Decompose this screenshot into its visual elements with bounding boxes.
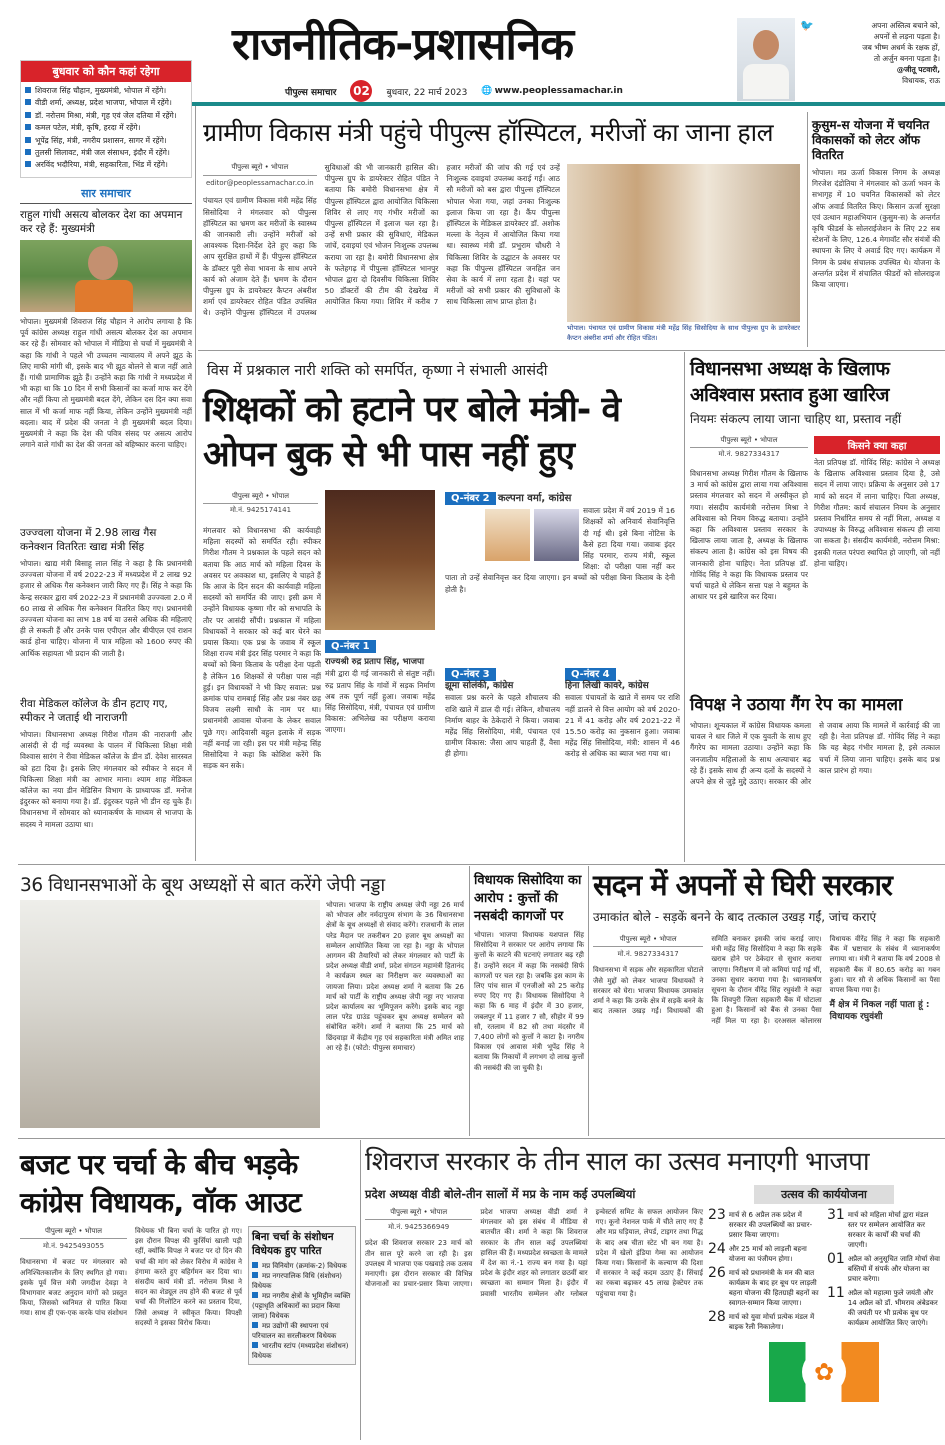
plan-item: 11 अप्रैल को महात्मा फुले जयंती और 14 अप्रैल को डॉ. भीमराव अंबेडकर की जयंती पर भी प्रत्येक बूथ पर कार्यक्रम आयोजित किए जाएंगे।	[827, 1285, 938, 1327]
news-brief-2	[20, 526, 192, 670]
budget-byline-box	[20, 1226, 127, 1251]
globe-icon: 🌐	[481, 86, 493, 96]
schedule-item: वीडी शर्मा, अध्यक्ष, प्रदेश भाजपा, भोपाल में रहेंगे।	[25, 97, 187, 109]
tweet-author: @जीतू पटवारी,	[896, 65, 940, 74]
tweet-role: विधायक, राऊ	[902, 76, 940, 85]
plan-item: 26 मार्च को प्रधानमंत्री के मन की बात कार्यक्रम के बाद हर बूथ पर लाड़ली बहना योजना की हितग्राही बहनों का स्वागत-सम्मान किया जाएगा।	[708, 1265, 819, 1307]
byline: पीपुल्स ब्यूरो • भोपाल	[593, 934, 703, 947]
sadan-subhead: मैं क्षेत्र में निकल नहीं पाता हूं : विधायक रघुवंशी	[829, 1000, 930, 1023]
sadan-byline-box	[593, 934, 703, 959]
column-divider	[469, 866, 470, 1136]
lead-byline-box	[203, 492, 318, 521]
phone: मो.नं. 9425493055	[42, 1242, 105, 1251]
plan-item: 28 मार्च को युवा मोर्चा प्रत्येक मंडल में बाइक रैली निकालेगा।	[708, 1309, 815, 1331]
budget-headline: बजट पर चर्चा के बीच भड़के कांग्रेस विधायक, वॉक आउट	[20, 1148, 302, 1219]
section-rule	[198, 350, 945, 351]
byline: पीपुल्स ब्यूरो • भोपाल	[203, 492, 318, 504]
minister-hospital-photo	[567, 164, 800, 322]
gang-headline: विपक्ष ने उठाया गैंग रेप का मामला	[690, 695, 903, 715]
q3-block	[445, 668, 560, 858]
article-text: विधानसभा में सड़क और सहकारिता घोटाले जैसे मुद्दों को लेकर भाजपा विधायकों ने सरकार को घेरा। भाजपा विधायक उमाकांत शर्मा ने कहा कि उनके क्षेत्र में सड़कें बनने के बाद तत्काल उखड़ गईं। विधायकों की समिति बनाकर इसकी जांच कराई जाए। मंत्री महेंद्र सिंह सिसोदिया ने कहा कि सड़कें खराब होने पर ठेकेदार से सुधार कराया जाएगा। निरीक्षण में जो कमियां पाई गई थीं, उनका सुधार कराया गया है। ध्यानाकर्षण सूचना के दौरान वीरेंद्र सिंह रघुवंशी ने कहा कि शिवपुरी जिला सहकारी बैंक में घोटाला हुआ है। किसानों को बैंक से उनका पैसा नहीं मिल पा रहा है। दरअसल कोलारस विधायक वीरेंद्र सिंह ने कहा कि सहकारी बैंक में भ्रष्टाचार के संबंध में ध्यानाकर्षण लगाया था। मंत्री ने बताया कि वर्ष 2008 से सहकारी बैंक में 80.65 करोड़ का गबन हुआ। चार सौ से अधिक किसानों का पैसा वापस किया गया है।	[593, 935, 940, 1025]
column-divider	[360, 1140, 361, 1440]
phone: मो.नं. 9425366949	[388, 1223, 450, 1232]
masthead-rule	[192, 102, 945, 106]
q1-text: मंत्री द्वारा दी गई जानकारी से संतुष्ट नहीं। रुद्र प्रताप सिंह के गांवों में सड़क निर्माण अब तक पूर्ण नहीं हुआ। जवाबः महेंद्र सिंह सिसोदिया, मंत्री, पंचायत एवं ग्रामीण विकास: अभिलेख का परीक्षण कराया जाएगा।	[325, 669, 435, 735]
plan-item: 23 मार्च से 6 अप्रैल तक प्रदेश में सरकार की उपलब्धियों का प्रचार-प्रसार किया जाएगा।	[708, 1207, 813, 1239]
brief-body: भोपाल। विधानसभा अध्यक्ष गिरीश गौतम की नाराजगी और आसंदी से दी गई व्यवस्था के पालन में चिकित्सा शिक्षा मंत्री विश्वास सारंग ने रीवा मेडिकल कॉलेज के डीन डॉ. देवेश सारस्वत को हटा दिया है। इसके लिए मंगलवार को स्पीकर ने सदन में चिकित्सा शिक्षा मंत्री का आभार माना। श्याम शाह मेडिकल कॉलेज का नया डीन मेडिसिन विभाग के प्राध्यापक डॉ. मनोज इंदुरकर को बनाया गया है। डॉ. इंदुरकर पहले भी डीन रह चुके हैं। विधानसभा में सोमवार को ध्यानाकर्षण के माध्यम से भाजपा के सदस्य ने मामला उठाया था।	[20, 730, 192, 829]
tweet-line: तो अर्जुन बनना पड़ता है।	[873, 54, 940, 63]
folio	[285, 80, 623, 102]
q3-text: सवालः प्रश्न करने के पहले शौचालय की राशि खाते में डाल दी गई। लेकिन, शौचालय निर्माण बाहर के ठेकेदारों ने किया। जवाबः महेंद्र सिंह सिसोदिया, मंत्री, पंचायत एवं ग्रामीण विकास: जैसा आप चाहती हैं, वैसा ही होगा।	[445, 693, 560, 759]
q2-text: सवालः प्रदेश में वर्ष 2019 में 16 शिक्षकों को अनिवार्य सेवानिवृत्ति दी गई थी। इसे बिना नोटिस के कैसे हटा दिया गया। जवाबः इंदर सिंह परमार, राज्य मंत्री, स्कूल शिक्षा: दो परीक्षा पास नहीं कर पाता तो उन्हें सेवानिवृत्त कर दिया जाएगा। इन बच्चों को परीक्षा बिना किताब के देनी होती है।	[445, 506, 675, 594]
schedule-item: अरविंद भदौरिया, मंत्री, सहकारिता, भिंड में रहेंगे।	[25, 159, 187, 171]
kusum-article	[812, 118, 940, 337]
bill-item: मप्र विनियोग (क्रमांक-2) विधेयक	[252, 1261, 352, 1271]
q1-name: राज्यश्री रुद्र प्रताप सिंह, भाजपा	[325, 657, 425, 668]
chief-minister-photo	[20, 240, 192, 312]
section-title: राजनीतिक-प्रशासनिक	[232, 19, 574, 70]
schedule-item: शिवराज सिंह चौहान, मुख्यमंत्री, भोपाल में रहेंगे।	[25, 85, 187, 97]
speaker-deck: नियमः संकल्प लाया जाना चाहिए था, प्रस्ताव नहीं	[690, 412, 902, 426]
brief-body: भोपाल। मुख्यमंत्री शिवराज सिंह चौहान ने आरोप लगाया है कि पूर्व कांग्रेस अध्यक्ष राहुल गांधी असत्य बोलकर देश का अपमान कर रहे हैं। सोमवार को भोपाल में मीडिया से चर्चा में मुख्यमंत्री ने कहा कि गांधी ने पहले भी उच्चतम न्यायालय में अपने झूठ के लिए माफी मांगी थी, इसके बाद भी झूठ बोलने से बाज नहीं आते हैं। गांधी प्रामाणिक झूठे हैं। उन्होंने कहा कि गांधी ने मध्यप्रदेश में भी कहा था कि 10 दिन में सभी किसानों का कर्जा माफ कर देंगे और नहीं किया तो मुख्यमंत्री बदल देंगे, लेकिन दस दिन क्या सवा साल में भी कर्जा माफ नहीं किया, लेकिन उन्होंने मुख्यमंत्री नहीं बदला। बाद में प्रदेश की जनता ने ही मुख्यमंत्री बदल दिया। मुख्यमंत्री ने कहा कि देश की पवित्र संसद पर असत्य आरोप लगाने वाले गांधी का देश की जनता को बहिष्कार करना चाहिए।	[20, 317, 192, 450]
tweet-author-photo	[737, 18, 795, 101]
speaker-headline: विधानसभा अध्यक्ष के खिलाफ अविश्वास प्रस्ताव हुआ खारिज	[690, 358, 890, 406]
bills-box	[248, 1226, 356, 1365]
sar-samachar-label: सार समाचार	[20, 186, 192, 204]
action-plan-box	[708, 1185, 940, 1402]
nadda-event-photo	[20, 900, 320, 1128]
byline: पीपुल्स ब्यूरो • भोपाल	[690, 436, 808, 448]
byline: पीपुल्स ब्यूरो • भोपाल	[203, 162, 317, 176]
email: editor@peoplessamachar.co.in	[205, 179, 314, 188]
photo-caption: भोपाल। पंचायत एवं ग्रामीण विकास मंत्री महेंद्र सिंह सिसोदिया के साथ पीपुल्स ग्रुप के डायरेक्टर कैप्टन अंबरीश शर्मा और रोहित पंडित।	[567, 324, 800, 342]
schedule-item: डॉ. नरोत्तम मिश्रा, मंत्री, गृह एवं जेल दतिया में रहेंगे।	[25, 110, 187, 122]
q4-text: सवालः पंचायतों के खाते में समय पर राशि नहीं डालने से वित्त आयोग को वर्ष 2020-21 में 41 करोड़ और वर्ष 2021-22 में 15.50 करोड़ का नुकसान हुआ। जवाबः महेंद्र सिंह सिसोदिया, मंत्री: शासन में 46 करोड़ से अधिक का ब्याज भरा गया था।	[565, 693, 680, 759]
kusum-body: भोपाल। मप्र ऊर्जा विकास निगम के अध्यक्ष गिरजेश दंडोतिया ने मंगलवार को ऊर्जा भवन के सभागृह में 10 चयनित विकासकों को लेटर ऑफ अवार्ड वितरित किए। किसान ऊर्जा सुरक्षा एवं उत्थान महाअभियान (कुसुम-स) के अन्तर्गत कृषि फीडर्स के सोलराईजेशन के लिए 22 सब स्टेशनों के लिए, 126.4 मेगावॉट सौर संयंत्रों की स्थापना के लिए ये अवार्ड दिए गए। कार्यक्रम में निगम के प्रबंध संचालक उपस्थित थे। योजना के अन्तर्गत प्रदेश में संचालित फीडरों को सोलराइज किया जाएगा।	[812, 168, 940, 290]
lotus-icon: ✿	[802, 1350, 846, 1394]
top-article	[203, 162, 560, 342]
brief-headline: रीवा मेडिकल कॉलेज के डीन हटाए गए, स्पीकर ने जताई थी नाराजगी	[20, 698, 168, 724]
utsav-byline-box	[365, 1207, 472, 1232]
q4-label: Q-नंबर 4	[565, 668, 616, 681]
sadan-deck: उमाकांत बोले - सड़कें बनने के बाद तत्काल उखड़ गईं, जांच कराएं	[593, 910, 877, 925]
gang-body: भोपाल। शून्यकाल में कांग्रेस विधायक कमला चावल ने धार जिले में एक युवती के साथ हुए गैंगरेप का मामला उठाया। उन्होंने कहा कि जनजातीय महिलाओं के साथ अत्याचार बढ़ रहे हैं। इसके साथ ही अन्य दलों के सदस्यों ने अपने क्षेत्र से जुड़े मुद्दे उठाए। सरकार की ओर से जवाब आया कि मामले में कार्रवाई की जा रही है। नेता प्रतिपक्ष डॉ. गोविंद सिंह ने कहा कि यह बेहद गंभीर मामला है, इसे तत्काल चर्चा में लिया जाना चाहिए। इसके बाद प्रश्न काल प्रारंभ हो गया।	[690, 721, 940, 787]
tweet-line: अपना अस्तित्व बचाने को,	[871, 21, 940, 30]
phone: मो.नं. 9425174141	[229, 506, 292, 514]
bill-item: मप्र उद्योगों की स्थापना एवं परिचालन का सरलीकरण विधेयक	[252, 1321, 352, 1341]
schedule-title: बुधवार को कौन कहां रहेगा	[21, 61, 191, 82]
sisodia-article	[474, 872, 584, 1073]
utsav-body	[365, 1207, 703, 1299]
column-divider	[684, 352, 685, 862]
date: बुधवार, 22 मार्च 2023	[386, 87, 468, 98]
sadan-headline: सदन में अपनों से घिरी सरकार	[593, 868, 892, 902]
q2-label: Q-नंबर 2	[445, 492, 496, 505]
speaker-byline-box	[690, 436, 808, 465]
schedule-item: कमल पटेल, मंत्री, कृषि, हरदा में रहेंगे।	[25, 122, 187, 134]
bills-title: बिना चर्चा के संशोधन विधेयक हुए पारित	[252, 1231, 334, 1257]
website-link[interactable]: www.peoplessamachar.in	[494, 86, 623, 96]
schedule-item: तुलसी सिलावट, मंत्री जल संसाधन, इंदौर में रहेंगे।	[25, 147, 187, 159]
brief-headline: राहुल गांधी असत्य बोलकर देश का अपमान कर रहे हैं: मुख्यमंत्री	[20, 209, 183, 235]
bill-item: मप्र नगरपालिक विधि (संशोधन) विधेयक	[252, 1271, 352, 1291]
utsav-deck: प्रदेश अध्यक्ष वीडी बोले-तीन सालों में मप्र के नाम कई उपलब्धियां	[365, 1187, 636, 1201]
schedule-item: भूपेंद्र सिंह, मंत्री, नगरीय प्रशासन, सागर में रहेंगे।	[25, 135, 187, 147]
who-said-body: नेता प्रतिपक्ष डॉ. गोविंद सिंह: कांग्रेस ने अध्यक्ष के खिलाफ अविश्वास प्रस्ताव दिया है, उसे सदन में लाया जाए। प्रक्रिया के अनुसार उसे 17 मार्च को सदन में लाना चाहिए। पिता अध्यक्ष, गिरीश गौतम: कार्य संचालन नियम के अनुसार प्रस्ताव निर्धारित समय से नहीं मिला, अध्यक्ष व उपाध्यक्ष के विरुद्ध अविश्वास संकल्प ही लाया जा सकता है। संसदीय कार्यमंत्री, नरोत्तम मिश्रा: इसकी गलत परंपरा स्थापित हो जाएगी, जो नहीं होना चाहिए।	[814, 458, 940, 568]
who-said-box	[814, 436, 940, 697]
q2-block	[445, 492, 675, 662]
inder-singh-parmar-photo	[534, 509, 579, 561]
section-rule	[18, 864, 945, 865]
kalpana-verma-photo	[485, 509, 530, 561]
byline: पीपुल्स ब्यूरो • भोपाल	[20, 1226, 127, 1239]
news-brief-1	[20, 208, 192, 538]
bill-item: मप्र नगरीय क्षेत्रों के भूमिहीन व्यक्ति (पट्टाधृति अधिकारों का प्रदान किया जाना) विधेयक	[252, 1292, 351, 1320]
q1-label: Q-नंबर 1	[325, 640, 376, 653]
speaker-article	[690, 356, 940, 433]
tweet-box	[800, 20, 940, 86]
sadan-article	[593, 870, 940, 929]
news-brief-3	[20, 697, 192, 853]
assembly-photo	[325, 490, 435, 630]
section-rule	[18, 1138, 945, 1139]
budget-body	[20, 1226, 242, 1328]
brief-headline: उज्ज्वला योजना में 2.98 लाख गैस कनेक्शन वितरितः खाद्य मंत्री सिंह	[20, 527, 157, 553]
plan-item: 31 मार्च को महिला मोर्चा द्वारा मंडल स्तर पर सम्मेलन आयोजित कर सरकार के कार्यों की चर्चा की जाएगी।	[827, 1207, 929, 1249]
q3-name: झूमा सोलंकी, कांग्रेस	[445, 681, 514, 692]
tweet-line: अपनों से लड़ना पड़ता है।	[873, 32, 940, 41]
q2-name: कल्पना वर्मा, कांग्रेस	[498, 493, 572, 504]
twitter-icon: 🐦	[800, 19, 814, 32]
article-text: भोपाल। भाजपा के राष्ट्रीय अध्यक्ष जेपी नड्डा 26 मार्च को भोपाल और नर्मदापुरम संभाग के 36 विधानसभा क्षेत्रों के बूथ अध्यक्षों से संवाद करेंगे। राजधानी के लाल परेड मैदान पर तकरीबन 20 हजार बूथ अध्यक्षों का सम्मेलन आयोजित किया जा रहा है। नड्डा के भोपाल आगमन की तैयारियों को लेकर मंगलवार को पार्टी के प्रदेश अध्यक्ष वीडी शर्मा, प्रदेश संगठन महामंत्री हितानंद ने कार्यक्रम स्थल का निरीक्षण कर व्यवस्थाओं का जायजा लिया। प्रदेश अध्यक्ष शर्मा ने बताया कि 26 मार्च को पार्टी के राष्ट्रीय अध्यक्ष जेपी नड्डा नए भाजपा प्रदेश कार्यालय का भूमिपूजन करेंगे। इसके बाद नड्डा लाल परेड ग्राउंड पहुंचकर बूथ अध्यक्ष सम्मेलन को संबोधित करेंगे। शर्मा ने बताया कि 25 मार्च को छिंदवाड़ा में केंद्रीय गृह एवं सहकारिता मंत्री अमित शाह आ रहे हैं।	[326, 901, 464, 1052]
top-body	[203, 162, 560, 342]
sisodia-body: भोपाल। भाजपा विधायक यशपाल सिंह सिसोदिया ने सरकार पर आरोप लगाया कि कुत्तों के काटने की घटनाएं लगातार बढ़ रही हैं। उन्होंने सदन में कहा कि नसबंदी सिर्फ कागजों पर चल रहा है। जबकि इस काम के लिए पांच साल में एनजीओ को 25 करोड़ रुपए दिए गए हैं। विधायक सिसोदिया ने कहा कि 6 माह में इंदौर में 30 हजार, जबलपुर में 11 हजार 7 सौ, सीहोर में 99 सौ, रतलाम में 82 सौ तथा मंदसौर में 7,400 लोगों को कुत्तों ने काटा है। नगरीय विकास एवं आवास मंत्री भूपेंद्र सिंह ने बताया कि निकायों में लगभग दो लाख कुत्तों की नसबंदी की जा चुकी है।	[474, 931, 584, 1072]
kusum-headline: कुसुम-स योजना में चयनित विकासकों को लेटर ऑफ वितरित	[812, 118, 930, 162]
sisodia-headline: विधायक सिसोदिया का आरोप : कुत्तों की नसबंदी कागजों पर	[474, 873, 582, 924]
lead-body: मंगलवार को विधानसभा की कार्यवाही महिला सदस्यों को समर्पित रही। स्पीकर गिरीश गौतम ने प्रश्नकाल के पहले सदन को बताया कि आठ मार्च को महिला दिवस के अवसर पर अवकाश था, इसलिए ये चाहते हैं कि आज के दिन सदन की कार्यवाही महिला सदस्यों को समर्पित की जाए। इसी क्रम में उन्होंने विधायक कृष्णा गौर को सभापति के तौर पर आसंदी सौंपी। प्रश्नकाल में महिला विधायकों ने सरकार को कई बार घेरने का प्रयास किया। एक प्रश्न के जवाब में स्कूल शिक्षा राज्य मंत्री इंदर सिंह परमार ने कहा कि बच्चों को बिना किताब के परीक्षा देना पड़ती है लेकिन 16 शिक्षकों से परीक्षा पास नहीं हुई। इन विधायकों ने भी किए सवाल: प्रश्न क्रमांक पांच रामबाई सिंह और प्रश्न नंबर छह विजय लक्ष्मी साधौ के नाम पर था। प्रधानमंत्री आवास योजना के लेकर सवाल पूछे गए। आदिवासी बहुल इलाके में सड़क नहीं बनाई जा रही। इस पर मंत्री महेन्द्र सिंह सिसोदिया ने कहा कि कोशिश करेंगे कि सड़क बन सके।	[203, 526, 321, 771]
column-divider	[195, 106, 196, 861]
top-headline: ग्रामीण विकास मंत्री पहुंचे पीपुल्स हॉस्पिटल, मरीजों का जाना हाल	[203, 118, 774, 147]
byline: पीपुल्स ब्यूरो • भोपाल	[365, 1207, 472, 1220]
tweet-line: जब भीष्म अधर्म के रक्षक हों,	[862, 43, 940, 52]
bill-item: भारतीय स्टांप (मध्यप्रदेश संशोधन) विधेयक	[252, 1341, 352, 1361]
lead-headline: शिक्षकों को हटाने पर बोले मंत्री- वे ओपन बुक से भी पास नहीं हुए	[203, 390, 620, 475]
nadda-body	[326, 900, 464, 1053]
article-text: विधानसभा में बजट पर मंगलवार को अनिश्चितकालीन के लिए स्थगित हो गया। इसके पूर्व वित्त मंत्री जगदीश देवड़ा ने विभागवार बजट अनुदान मांगों को प्रस्तुत किया, जिसको ध्वनिमत से पारित किया गया। साथ ही एक-एक करके पांच संशोधन विधेयक भी बिना चर्चा के पारित हो गए। इस दौरान विपक्ष की कुर्सियां खाली पड़ी रहीं, क्योंकि विपक्ष ने बजट पर दो दिन की चर्चा की मांग को लेकर विरोध में कांग्रेस ने हंगामा करते हुए बहिर्गमन कर दिया था। संसदीय कार्य मंत्री डॉ. नरोत्तम मिश्रा ने सदन का शेड्यूल तय होने की बजट से पूर्व चर्चा की गिलोटिन करने का प्रस्ताव दिया, जिसे अध्यक्ष ने स्वीकृत किया। विपक्षी सदस्यों ने इसका विरोध किया।	[20, 1227, 242, 1327]
phone: मो.नं. 9827334317	[718, 450, 780, 458]
phone: मो.नं. 9827334317	[617, 950, 679, 959]
q4-name: हिना लिखी कावरे, कांग्रेस	[565, 681, 649, 692]
who-said-title: किसने क्या कहा	[814, 436, 940, 454]
paper-name: पीपुल्स समाचार	[285, 87, 337, 98]
action-plan-title: उत्सव की कार्ययोजना	[754, 1185, 894, 1204]
brief-body: भोपाल। खाद्य मंत्री बिसाहू लाल सिंह ने कहा है कि प्रधानमंत्री उज्ज्वला योजना में वर्ष 2022-23 में मध्यप्रदेश में 2 लाख 92 हजार से अधिक गैस कनेक्शन जारी किए गए हैं। सिंह ने कहा कि केन्द्र सरकार द्वारा वर्ष 2022-23 में प्रधानमंत्री उज्ज्वला 2.0 में 60 लाख से अधिक गैस कनेक्शन वितरित किए गए। प्रधानमंत्री उज्ज्वला योजना का लाभ 18 वर्ष या उससे अधिक की महिलाएं ही ले सकती हैं और उनके पास एपीएल और बीपीएल एवं राशन कार्ड होना चाहिए। योजना में पात्र महिला को 1600 रुपए की आर्थिक सहायता भी प्रदान की जाती है।	[20, 559, 192, 658]
page-number: 02	[350, 80, 372, 102]
lead-kicker: विस में प्रश्नकाल नारी शक्ति को समर्पित, कृष्णा ने संभाली आसंदी	[207, 363, 548, 379]
q3-label: Q-नंबर 3	[445, 668, 496, 681]
speaker-body: विधानसभा अध्यक्ष गिरीश गौतम के खिलाफ 3 मार्च को कांग्रेस द्वारा लाया गया अविश्वास प्रस्ताव मंगलवार को सदन में अस्वीकृत हो गया। संसदीय कार्यमंत्री नरोत्तम मिश्रा ने अविश्वास को नियम विरुद्ध बताया। उन्होंने कहा कि अविश्वास प्रस्ताव सरकार के खिलाफ लाया जाता है, अध्यक्ष के खिलाफ संकल्प आता है। कांग्रेस को इस विषय की जानकारी होना चाहिए। नेता प्रतिपक्ष डॉ. गोविंद सिंह ने कहा कि विधायक प्रस्ताव पर चर्चा चाहते थे लेकिन सत्ता पक्ष ने बहुमत के आधार पर इसे खारिज कर दिया।	[690, 469, 808, 602]
schedule-box	[20, 60, 192, 178]
lead-body-2	[325, 640, 435, 860]
plan-item: 24 और 25 मार्च को लाड़ली बहना योजना का पंजीयन होगा।	[708, 1241, 807, 1263]
sadan-body	[593, 934, 940, 1026]
article-text: पंचायत एवं ग्रामीण विकास मंत्री महेंद्र सिंह सिसोदिया ने मंगलवार को पीपुल्स हॉस्पिटल का भ्रमण कर मरीजों के स्वास्थ्य की जानकारी ली। उन्होंने मरीजों को आवश्यक दिशा-निर्देश देते हुए कहा कि आप सुरक्षित हाथों में हैं। पीपुल्स हॉस्पिटल के डॉक्टर पूरी सेवा भावना के साथ अपने कार्य को अंजाम देते हैं। भ्रमण के दौरान पीपुल्स ग्रुप के डायरेक्टर कैप्टन अंबरीश शर्मा एवं डायरेक्टर रोहित पंडित उपस्थित थे। उन्होंने पीपुल्स हॉस्पिटल में उपलब्ध सुविधाओं की भी जानकारी हासिल की। पीपुल्स ग्रुप के डायरेक्टर रोहित पंडित ने बताया कि बमोरी विधानसभा क्षेत्र में पीपुल्स हॉस्पिटल द्वारा आयोजित चिकित्सा शिविर से लाए गए गंभीर मरीजों का पीपुल्स हॉस्पिटल में इलाज चल रहा है। उन्हें सभी प्रकार की सुविधाएं, मेडिकल जांचें, दवाइयां एवं भोजन निःशुल्क उपलब्ध कराया जा रहा है। बमोरी विधानसभा क्षेत्र के फतेहगढ़ में पीपुल्स हॉस्पिटल भानपुर भोपाल द्वारा दो दिवसीय चिकित्सा शिविर 50 डॉक्टरों की टीम की देखरेख में आयोजित किया गया। शिविर में करीब 7 हजार मरीजों की जांच की गई एवं उन्हें निःशुल्क दवाइयां उपलब्ध कराई गईं। आठ सौ मरीजों को बस द्वारा पीपुल्स हॉस्पिटल भोपाल भेजा गया, जहां उनका निःशुल्क इलाज किया जा रहा है। कैंप पीपुल्स हॉस्पिटल के मेडिकल डायरेक्टर डॉ. अशोक मल्ला के नेतृत्व में आयोजित किया गया था। स्वास्थ्य मंत्री डॉ. प्रभुराम चौधरी ने चिकित्सा शिविर के उद्घाटन के अवसर पर कहा कि पीपुल्स हॉस्पिटल जनहित जन सेवा के कार्य में लगा रहता है। यहां पर मरीजों को सभी प्रकार की सुविधाओं के साथ चिकित्सा लाभ प्राप्त होता है।	[203, 163, 560, 318]
plan-item: 01 अप्रैल को अनुसूचित जाति मोर्चा सेवा बस्तियों में संपर्क और योजना का प्रचार करेगा।	[827, 1251, 940, 1283]
photo-credit: (फोटो: पीपुल्स समाचार)	[352, 1043, 416, 1052]
utsav-headline: शिवराज सरकार के तीन साल का उत्सव मनाएगी भाजपा	[365, 1147, 869, 1177]
column-divider	[588, 866, 589, 1136]
nadda-headline: 36 विधानसभाओं के बूथ अध्यक्षों से बात करेंगे जेपी नड्डा	[20, 875, 385, 896]
column-divider	[807, 112, 808, 347]
bjp-logo-mark	[769, 1342, 879, 1402]
q4-block	[565, 668, 680, 858]
article-text: प्रदेश की शिवराज सरकार 23 मार्च को तीन साल पूरे करने जा रही है। इस उपलक्ष्य में भाजपा एक पखवाड़े तक उत्सव मनाएगी। इस दौरान सरकार की विभिन्न योजनाओं का प्रचार-प्रसार किया जाएगा। प्रदेश भाजपा अध्यक्ष वीडी शर्मा ने मंगलवार को इस संबंध में मीडिया से बातचीत की। शर्मा ने कहा कि शिवराज सरकार के तीन साल कई उपलब्धियां हासिल की हैं। मध्यप्रदेश स्वच्छता के मामले में देश का नं.-1 राज्य बन गया है। यहां प्रदेश के इंदौर शहर को लगातार छठवीं बार स्वच्छता का सम्मान मिला है। इंदौर में प्रवासी भारतीय सम्मेलन और ग्लोबल इन्वेस्टर्स समिट के सफल आयोजन किए गए। कूनो नेशनल पार्क में चीते लाए गए हैं और मप्र घड़ियाल, लेपर्ड, टाइगर तथा गिद्ध के बाद अब चीता स्टेट भी बन गया है। प्रदेश में खेलो इंडिया गेम्स का आयोजन किया गया। किसानों के कल्याण की दिशा में सरकार ने कई कदम उठाए हैं। सिंचाई का रकबा बढ़ाकर 45 लाख हेक्टेयर तक पहुंचाया गया है।	[365, 1208, 703, 1298]
